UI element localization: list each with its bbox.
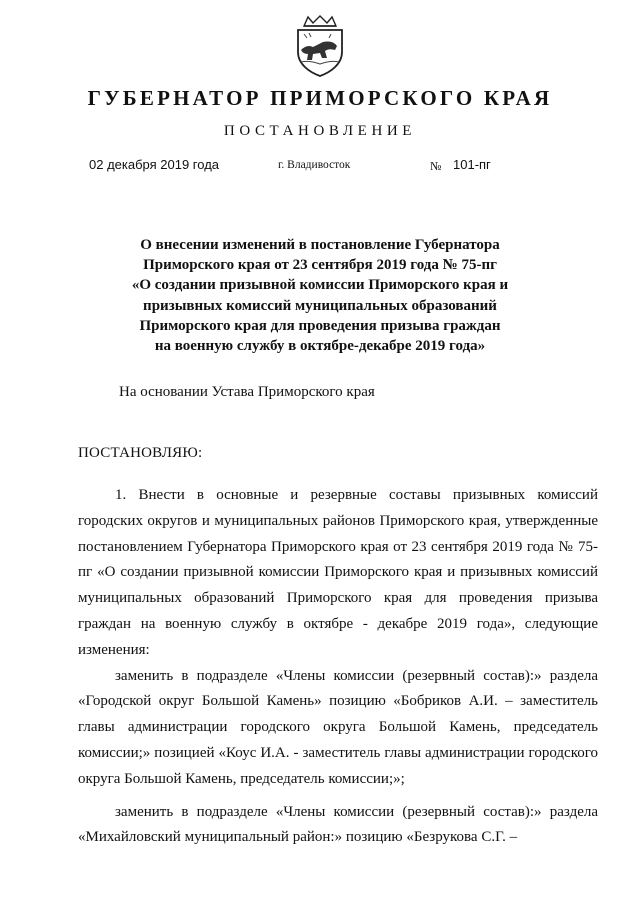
document-type: ПОСТАНОВЛЕНИЕ (223, 123, 417, 139)
subject-line: «О создании призывной комиссии Приморского края и (131, 277, 509, 294)
subject-line: на военную службу в октябре-декабре 2019 года» (154, 338, 486, 355)
decree-heading: ПОСТАНОВЛЯЮ: (78, 445, 203, 461)
subject-line: Приморского края от 23 сентября 2019 года № 75-пг (143, 257, 497, 274)
body-paragraph: 1. Внести в основные и резервные составы призывных комиссий городских округов и муниципальных районов Приморского края, утвержденные постановлением Губернатора Приморского края от 23 сентября 2019 года № 75-пг «О создании призывной комиссии Приморского края и призывных комиссий муниципальных образований Приморского края для проведения призыва граждан на военную службу в октябре - декабре 2019 года», следующие изменения: (78, 487, 598, 658)
subject-line: призывных комиссий муниципальных образований (143, 297, 497, 314)
issuing-authority: ГУБЕРНАТОР ПРИМОРСКОГО КРАЯ (87, 86, 553, 110)
subject-line: О внесении изменений в постановление Губернатора (140, 237, 500, 253)
document-subject (90, 235, 550, 356)
body-paragraph: заменить в подразделе «Члены комиссии (резервный состав):» раздела «Михайловский муниципальный район:» позицию «Безрукова С.Г. – (78, 803, 598, 846)
document-number: 101-пг (453, 157, 491, 172)
subject-line: Приморского края для проведения призыва граждан (139, 317, 501, 334)
document-city: г. Владивосток (278, 159, 351, 171)
number-sign: № (430, 159, 442, 173)
coat-of-arms-icon (287, 14, 353, 78)
document-date: 02 декабря 2019 года (89, 157, 220, 172)
body-paragraph: заменить в подразделе «Члены комиссии (резервный состав):» раздела «Городской округ Большой Камень» позицию «Бобриков А.И. – заместитель главы администрации городского округа Большой Камень, председатель комиссии;» позицией «Коус И.А. - заместитель главы администрации городского округа Большой Камень, председатель комиссии;»; (78, 667, 598, 787)
document-body (78, 483, 598, 851)
legal-basis: На основании Устава Приморского края (119, 384, 375, 400)
